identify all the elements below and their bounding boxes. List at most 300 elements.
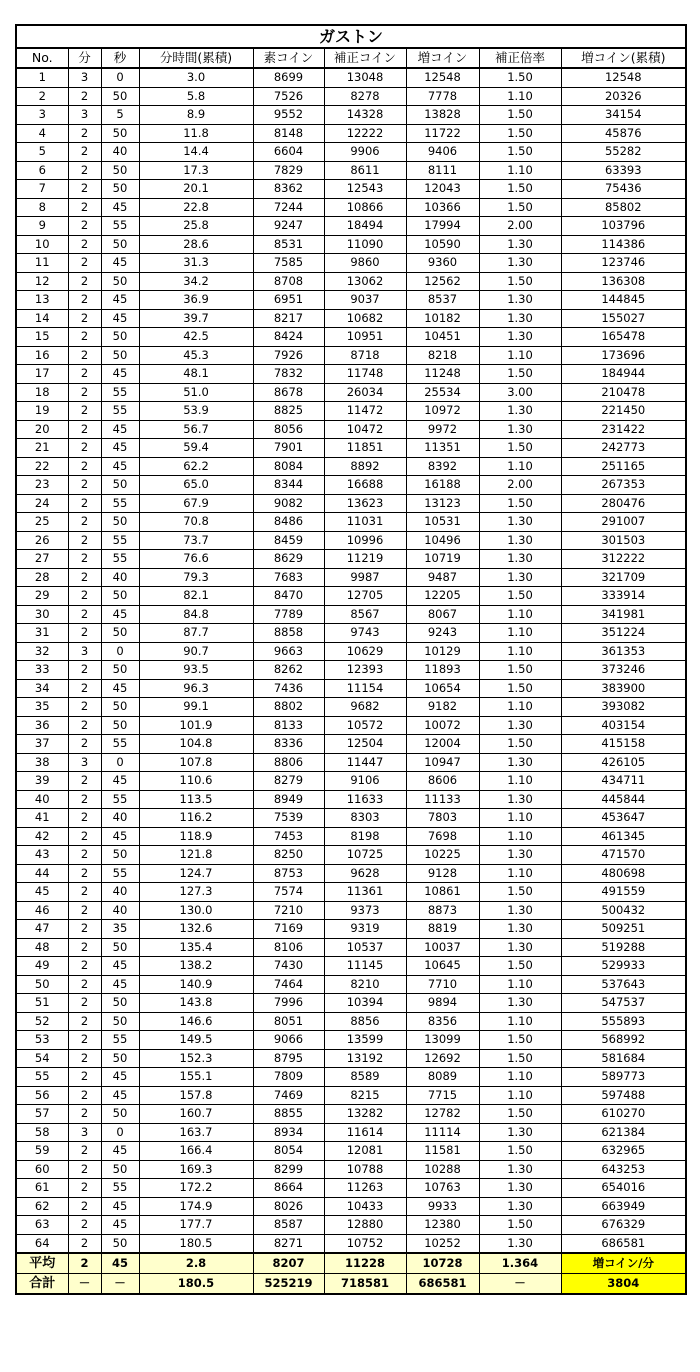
table-cell: 59.4 xyxy=(139,439,253,458)
table-cell: 2 xyxy=(68,568,101,587)
average-cell: 10728 xyxy=(406,1253,479,1274)
table-cell: 2 xyxy=(68,420,101,439)
table-cell: 8278 xyxy=(324,87,406,106)
table-cell: 1.50 xyxy=(479,957,561,976)
table-cell: 8250 xyxy=(253,846,324,865)
table-row xyxy=(16,420,686,439)
table-cell: 50 xyxy=(101,513,139,532)
table-cell: 9987 xyxy=(324,568,406,587)
table-cell: 1.10 xyxy=(479,1086,561,1105)
table-cell: 16188 xyxy=(406,476,479,495)
table-cell: 174.9 xyxy=(139,1197,253,1216)
table-cell: 32 xyxy=(16,642,68,661)
table-cell: 13 xyxy=(16,291,68,310)
table-cell: 7683 xyxy=(253,568,324,587)
table-cell: 67.9 xyxy=(139,494,253,513)
table-cell: 8629 xyxy=(253,550,324,569)
table-cell: 11 xyxy=(16,254,68,273)
table-cell: 9743 xyxy=(324,624,406,643)
table-cell: 8111 xyxy=(406,161,479,180)
table-cell: 8589 xyxy=(324,1068,406,1087)
table-cell: 1.30 xyxy=(479,550,561,569)
table-cell: 1.50 xyxy=(479,68,561,87)
table-cell: 1.30 xyxy=(479,235,561,254)
table-cell: 8299 xyxy=(253,1160,324,1179)
table-cell: 54 xyxy=(16,1049,68,1068)
table-row xyxy=(16,1160,686,1179)
table-cell: 45 xyxy=(101,1142,139,1161)
table-cell: 8424 xyxy=(253,328,324,347)
table-cell: 17 xyxy=(16,365,68,384)
table-cell: 79.3 xyxy=(139,568,253,587)
table-cell: 40 xyxy=(101,883,139,902)
table-cell: 50 xyxy=(101,1049,139,1068)
table-cell: 50 xyxy=(101,124,139,143)
table-cell: 11614 xyxy=(324,1123,406,1142)
table-cell: 8873 xyxy=(406,901,479,920)
table-cell: 9628 xyxy=(324,864,406,883)
table-cell: 50 xyxy=(101,346,139,365)
table-cell: 6604 xyxy=(253,143,324,162)
table-cell: 9128 xyxy=(406,864,479,883)
table-cell: 8336 xyxy=(253,735,324,754)
average-label: 平均 xyxy=(16,1253,68,1274)
table-cell: 8802 xyxy=(253,698,324,717)
table-cell: 8056 xyxy=(253,420,324,439)
table-cell: 1.30 xyxy=(479,531,561,550)
table-cell: 8217 xyxy=(253,309,324,328)
table-cell: 9894 xyxy=(406,994,479,1013)
table-cell: 50 xyxy=(101,235,139,254)
table-cell: 9182 xyxy=(406,698,479,717)
table-cell: 393082 xyxy=(561,698,686,717)
table-cell: 8356 xyxy=(406,1012,479,1031)
table-row xyxy=(16,827,686,846)
table-cell: 130.0 xyxy=(139,901,253,920)
table-cell: 2 xyxy=(68,1179,101,1198)
table-row xyxy=(16,624,686,643)
table-cell: 13099 xyxy=(406,1031,479,1050)
table-cell: 10951 xyxy=(324,328,406,347)
average-cell: 8207 xyxy=(253,1253,324,1274)
table-cell: 2 xyxy=(68,217,101,236)
table-cell: 10451 xyxy=(406,328,479,347)
table-cell: 4 xyxy=(16,124,68,143)
column-header: 分時間(累積) xyxy=(139,48,253,68)
table-cell: 44 xyxy=(16,864,68,883)
table-cell: 10572 xyxy=(324,716,406,735)
table-row xyxy=(16,1142,686,1161)
table-cell: 7829 xyxy=(253,161,324,180)
table-cell: 8198 xyxy=(324,827,406,846)
table-cell: 11722 xyxy=(406,124,479,143)
table-cell: 1.30 xyxy=(479,309,561,328)
table-cell: 50 xyxy=(101,661,139,680)
table-cell: 9406 xyxy=(406,143,479,162)
table-cell: 8210 xyxy=(324,975,406,994)
table-cell: 8664 xyxy=(253,1179,324,1198)
table-row xyxy=(16,846,686,865)
total-cell: 718581 xyxy=(324,1274,406,1295)
table-cell: 10725 xyxy=(324,846,406,865)
table-cell: 8825 xyxy=(253,402,324,421)
table-cell: 8459 xyxy=(253,531,324,550)
table-cell: 2 xyxy=(68,716,101,735)
table-cell: 3 xyxy=(68,68,101,87)
table-cell: 8279 xyxy=(253,772,324,791)
table-cell: 12081 xyxy=(324,1142,406,1161)
table-cell: 9933 xyxy=(406,1197,479,1216)
table-cell: 12880 xyxy=(324,1216,406,1235)
table-row xyxy=(16,587,686,606)
table-cell: 1.30 xyxy=(479,938,561,957)
table-cell: 12380 xyxy=(406,1216,479,1235)
table-cell: 2 xyxy=(68,1234,101,1253)
table-cell: 8858 xyxy=(253,624,324,643)
title-row xyxy=(16,25,686,48)
table-cell: 3 xyxy=(68,106,101,125)
table-cell: 39 xyxy=(16,772,68,791)
table-row xyxy=(16,365,686,384)
table-row xyxy=(16,1086,686,1105)
table-row xyxy=(16,494,686,513)
column-header: 秒 xyxy=(101,48,139,68)
table-cell: 55 xyxy=(101,550,139,569)
table-cell: 34154 xyxy=(561,106,686,125)
table-cell: 1.30 xyxy=(479,420,561,439)
column-header: 増コイン xyxy=(406,48,479,68)
table-cell: 12548 xyxy=(561,68,686,87)
table-row xyxy=(16,735,686,754)
column-header: 分 xyxy=(68,48,101,68)
table-cell: 7926 xyxy=(253,346,324,365)
table-cell: 2 xyxy=(68,938,101,957)
table-cell: 8362 xyxy=(253,180,324,199)
table-cell: 93.5 xyxy=(139,661,253,680)
table-cell: 6 xyxy=(16,161,68,180)
table-cell: 2 xyxy=(68,235,101,254)
table-cell: 9082 xyxy=(253,494,324,513)
table-row xyxy=(16,254,686,273)
table-cell: 55 xyxy=(101,531,139,550)
table-cell: 14.4 xyxy=(139,143,253,162)
table-cell: 1.50 xyxy=(479,661,561,680)
table-cell: 11447 xyxy=(324,753,406,772)
table-cell: 2 xyxy=(68,198,101,217)
table-cell: 50 xyxy=(101,994,139,1013)
table-cell: 29 xyxy=(16,587,68,606)
table-cell: 231422 xyxy=(561,420,686,439)
table-cell: 10947 xyxy=(406,753,479,772)
table-cell: 165478 xyxy=(561,328,686,347)
table-cell: 537643 xyxy=(561,975,686,994)
table-cell: 16 xyxy=(16,346,68,365)
table-cell: 2 xyxy=(68,1012,101,1031)
table-cell: 1.10 xyxy=(479,864,561,883)
table-cell: 25.8 xyxy=(139,217,253,236)
table-cell: 1.50 xyxy=(479,124,561,143)
total-row xyxy=(16,1274,686,1295)
table-cell: 8084 xyxy=(253,457,324,476)
table-cell: 50 xyxy=(101,180,139,199)
table-cell: 45 xyxy=(101,254,139,273)
table-cell: 40 xyxy=(16,790,68,809)
table-row xyxy=(16,513,686,532)
table-cell: 14 xyxy=(16,309,68,328)
table-cell: 453647 xyxy=(561,809,686,828)
table-row xyxy=(16,291,686,310)
table-cell: 12205 xyxy=(406,587,479,606)
table-cell: 10288 xyxy=(406,1160,479,1179)
table-cell: 1.10 xyxy=(479,772,561,791)
table-title: ガストン xyxy=(16,25,686,48)
table-cell: 45 xyxy=(101,679,139,698)
table-cell: 1.10 xyxy=(479,809,561,828)
table-cell: 10366 xyxy=(406,198,479,217)
table-cell: 51 xyxy=(16,994,68,1013)
table-row xyxy=(16,1049,686,1068)
table-cell: 96.3 xyxy=(139,679,253,698)
table-cell: 1.10 xyxy=(479,161,561,180)
table-cell: 8531 xyxy=(253,235,324,254)
table-row xyxy=(16,1031,686,1050)
table-cell: 11351 xyxy=(406,439,479,458)
table-cell: 57 xyxy=(16,1105,68,1124)
table-cell: 8 xyxy=(16,198,68,217)
table-cell: 2.00 xyxy=(479,217,561,236)
table-cell: 1.30 xyxy=(479,1123,561,1142)
table-cell: 50 xyxy=(101,272,139,291)
table-cell: 26 xyxy=(16,531,68,550)
table-cell: 13062 xyxy=(324,272,406,291)
table-cell: 10629 xyxy=(324,642,406,661)
table-cell: 221450 xyxy=(561,402,686,421)
table-cell: 7789 xyxy=(253,605,324,624)
table-cell: 1.30 xyxy=(479,513,561,532)
table-cell: 41 xyxy=(16,809,68,828)
table-cell: 9 xyxy=(16,217,68,236)
table-cell: 1.30 xyxy=(479,254,561,273)
table-cell: 13192 xyxy=(324,1049,406,1068)
table-cell: 1.30 xyxy=(479,1179,561,1198)
table-cell: 10590 xyxy=(406,235,479,254)
table-row xyxy=(16,809,686,828)
table-row xyxy=(16,402,686,421)
table-cell: 1.50 xyxy=(479,272,561,291)
table-cell: 50 xyxy=(101,938,139,957)
table-row xyxy=(16,1197,686,1216)
table-cell: 2 xyxy=(68,790,101,809)
table-cell: 5.8 xyxy=(139,87,253,106)
table-cell: 2.00 xyxy=(479,476,561,495)
table-cell: 50 xyxy=(101,716,139,735)
table-cell: 9663 xyxy=(253,642,324,661)
table-cell: 403154 xyxy=(561,716,686,735)
table-cell: 11145 xyxy=(324,957,406,976)
table-cell: 1.30 xyxy=(479,291,561,310)
table-cell: 7715 xyxy=(406,1086,479,1105)
total-label: 合計 xyxy=(16,1274,68,1295)
table-cell: 2 xyxy=(68,457,101,476)
table-row xyxy=(16,938,686,957)
table-cell: 20 xyxy=(16,420,68,439)
table-cell: 7436 xyxy=(253,679,324,698)
table-cell: 1.30 xyxy=(479,402,561,421)
table-cell: 123746 xyxy=(561,254,686,273)
table-cell: 10 xyxy=(16,235,68,254)
table-cell: 2 xyxy=(16,87,68,106)
table-cell: 10537 xyxy=(324,938,406,957)
table-cell: 2 xyxy=(68,402,101,421)
table-cell: 1.30 xyxy=(479,716,561,735)
table-cell: 149.5 xyxy=(139,1031,253,1050)
table-cell: 13599 xyxy=(324,1031,406,1050)
table-cell: 33 xyxy=(16,661,68,680)
table-cell: 124.7 xyxy=(139,864,253,883)
table-row xyxy=(16,698,686,717)
table-cell: 1.30 xyxy=(479,994,561,1013)
table-cell: 121.8 xyxy=(139,846,253,865)
table-cell: 75436 xyxy=(561,180,686,199)
table-cell: 2 xyxy=(68,1160,101,1179)
table-cell: 0 xyxy=(101,1123,139,1142)
table-cell: 30 xyxy=(16,605,68,624)
table-cell: 48 xyxy=(16,938,68,957)
table-cell: 62.2 xyxy=(139,457,253,476)
table-cell: 11633 xyxy=(324,790,406,809)
table-cell: 90.7 xyxy=(139,642,253,661)
table-cell: 2 xyxy=(68,180,101,199)
table-cell: 8106 xyxy=(253,938,324,957)
table-cell: 2 xyxy=(68,624,101,643)
table-cell: 132.6 xyxy=(139,920,253,939)
table-cell: 500432 xyxy=(561,901,686,920)
table-cell: 110.6 xyxy=(139,772,253,791)
table-cell: 45 xyxy=(16,883,68,902)
table-cell: 50 xyxy=(101,1105,139,1124)
table-cell: 11893 xyxy=(406,661,479,680)
table-cell: 10472 xyxy=(324,420,406,439)
table-cell: 7469 xyxy=(253,1086,324,1105)
table-cell: 2 xyxy=(68,864,101,883)
table-cell: 50 xyxy=(101,1234,139,1253)
table-cell: 8067 xyxy=(406,605,479,624)
table-cell: 7430 xyxy=(253,957,324,976)
table-cell: 7698 xyxy=(406,827,479,846)
table-cell: 107.8 xyxy=(139,753,253,772)
table-cell: 9972 xyxy=(406,420,479,439)
table-cell: 5 xyxy=(101,106,139,125)
table-cell: 509251 xyxy=(561,920,686,939)
table-cell: 49 xyxy=(16,957,68,976)
table-cell: 312222 xyxy=(561,550,686,569)
table-cell: 8795 xyxy=(253,1049,324,1068)
table-cell: 135.4 xyxy=(139,938,253,957)
table-cell: 2 xyxy=(68,1142,101,1161)
table-cell: 35 xyxy=(101,920,139,939)
table-cell: 1.10 xyxy=(479,975,561,994)
table-cell: 2 xyxy=(68,957,101,976)
column-header: 補正倍率 xyxy=(479,48,561,68)
table-cell: 7803 xyxy=(406,809,479,828)
table-cell: 12548 xyxy=(406,68,479,87)
table-cell: 34 xyxy=(16,679,68,698)
table-cell: 632965 xyxy=(561,1142,686,1161)
table-cell: 6951 xyxy=(253,291,324,310)
table-cell: 60 xyxy=(16,1160,68,1179)
table-cell: 40 xyxy=(101,901,139,920)
total-cell: 525219 xyxy=(253,1274,324,1295)
table-cell: 82.1 xyxy=(139,587,253,606)
table-cell: 73.7 xyxy=(139,531,253,550)
table-row xyxy=(16,1234,686,1253)
table-cell: 2 xyxy=(68,846,101,865)
table-cell: 34.2 xyxy=(139,272,253,291)
table-cell: 2 xyxy=(68,827,101,846)
table-cell: 138.2 xyxy=(139,957,253,976)
table-cell: 3.00 xyxy=(479,383,561,402)
table-row xyxy=(16,68,686,87)
table-cell: 40 xyxy=(101,809,139,828)
table-cell: 35 xyxy=(16,698,68,717)
table-cell: 8262 xyxy=(253,661,324,680)
table-row xyxy=(16,772,686,791)
table-cell: 19 xyxy=(16,402,68,421)
column-header: No. xyxy=(16,48,68,68)
table-cell: 53 xyxy=(16,1031,68,1050)
table-cell: 8133 xyxy=(253,716,324,735)
table-cell: 31.3 xyxy=(139,254,253,273)
table-cell: 1.50 xyxy=(479,180,561,199)
table-cell: 7453 xyxy=(253,827,324,846)
table-cell: 9243 xyxy=(406,624,479,643)
table-cell: 45 xyxy=(101,605,139,624)
table-cell: 1.50 xyxy=(479,1216,561,1235)
average-row xyxy=(16,1253,686,1274)
table-cell: 383900 xyxy=(561,679,686,698)
table-cell: 55 xyxy=(101,217,139,236)
table-cell: 55 xyxy=(101,790,139,809)
table-row xyxy=(16,1105,686,1124)
table-cell: 7244 xyxy=(253,198,324,217)
table-cell: 2 xyxy=(68,1049,101,1068)
table-cell: 11851 xyxy=(324,439,406,458)
table-cell: 242773 xyxy=(561,439,686,458)
table-cell: 12543 xyxy=(324,180,406,199)
table-cell: 8218 xyxy=(406,346,479,365)
table-cell: 45 xyxy=(101,198,139,217)
table-row xyxy=(16,143,686,162)
table-cell: 63393 xyxy=(561,161,686,180)
table-cell: 581684 xyxy=(561,1049,686,1068)
total-highlight-cell: 3804 xyxy=(561,1274,686,1295)
table-cell: 7464 xyxy=(253,975,324,994)
table-cell: 1.30 xyxy=(479,846,561,865)
table-cell: 180.5 xyxy=(139,1234,253,1253)
table-cell: 20.1 xyxy=(139,180,253,199)
table-cell: 50 xyxy=(101,87,139,106)
table-cell: 45 xyxy=(101,309,139,328)
table-row xyxy=(16,790,686,809)
table-row xyxy=(16,864,686,883)
table-cell: 20326 xyxy=(561,87,686,106)
table-cell: 2 xyxy=(68,513,101,532)
table-cell: 3 xyxy=(68,642,101,661)
total-cell: 180.5 xyxy=(139,1274,253,1295)
table-cell: 9373 xyxy=(324,901,406,920)
table-cell: 2 xyxy=(68,124,101,143)
table-cell: 85802 xyxy=(561,198,686,217)
